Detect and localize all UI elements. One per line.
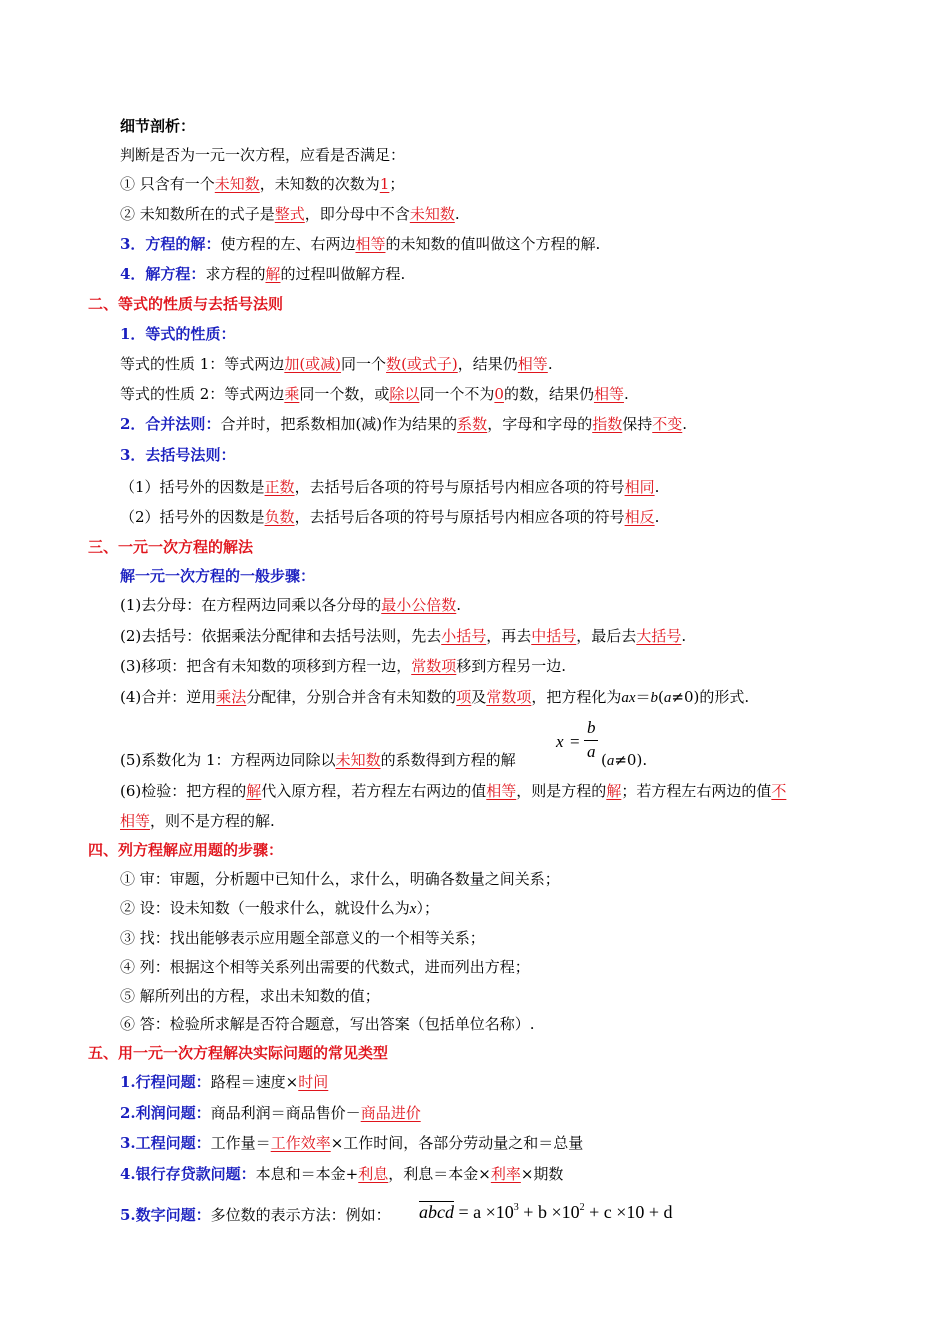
equality-property-2: 等式的性质 2：等式两边乘同一个数，或除以同一个不为0的数，结果仍相等. (120, 385, 629, 403)
condition-2: ② 未知数所在的式子是整式，即分母中不含未知数. (120, 205, 460, 223)
step-5: (5)系数化为 1：方程两边同除以未知数的系数得到方程的解 (120, 751, 516, 769)
step-1: (1)去分母：在方程两边同乘以各分母的最小公倍数. (120, 596, 462, 614)
type-profit: 2.利润问题：商品利润＝商品售价－商品进价 (120, 1104, 421, 1122)
frac-denominator: a (587, 742, 596, 761)
s2-heading-3: 3．去括号法则： (120, 446, 236, 464)
def-solve: 4．解方程：求方程的解的过程叫做解方程. (120, 265, 406, 283)
type-bank: 4.银行存贷款问题：本息和＝本金+利息，利息＝本金×利率×期数 (120, 1165, 564, 1183)
app-step-2: ② 设：设未知数（一般求什么，就设什么为x）； (120, 899, 439, 917)
type-number: 5.数字问题：多位数的表示方法：例如： (120, 1206, 391, 1224)
step-6: (6)检验：把方程的解代入原方程，若方程左右两边的值相等，则是方程的解；若方程左右两边的值不 (120, 782, 787, 800)
section-2-title: 二、等式的性质与去括号法则 (88, 295, 284, 313)
type-work: 3.工程问题：工作量＝工作效率×工作时间，各部分劳动量之和＝总量 (120, 1134, 584, 1152)
def-solution: 3．方程的解：使方程的左、右两边相等的未知数的值叫做这个方程的解. (120, 235, 601, 253)
detail-intro: 判断是否为一元一次方程，应看是否满足： (120, 146, 406, 164)
type-travel: 1.行程问题：路程＝速度×时间 (120, 1073, 329, 1091)
bracket-rule-2: （2）括号外的因数是负数，去括号后各项的符号与原括号内相应各项的符号相反. (120, 508, 660, 526)
step-5-condition: (a≠0). (601, 751, 648, 769)
place-value-formula: abcd = $a \times 10^3 + b \times 10^2 + c \times 10 + d$ (419, 1202, 673, 1222)
bracket-rule-1: （1）括号外的因数是正数，去括号后各项的符号与原括号内相应各项的符号相同. (120, 478, 660, 496)
step-6-cont: 相等，则不是方程的解. (120, 812, 275, 830)
section-5-title: 五、用一元一次方程解决实际问题的常见类型 (88, 1044, 389, 1062)
s3-heading: 解一元一次方程的一般步骤： (120, 567, 316, 585)
section-3-title: 三、一元一次方程的解法 (88, 538, 254, 556)
frac-x: x (556, 732, 564, 751)
frac-equals: = (570, 732, 580, 751)
step-4: (4)合并：逆用乘法分配律，分别合并含有未知数的项及常数项，把方程化为ax＝b(a≠0)的形式. (120, 688, 750, 706)
app-step-6: ⑥ 答：检验所求解是否符合题意，写出答案（包括单位名称）. (120, 1015, 535, 1033)
condition-1: ① 只含有一个未知数，未知数的次数为1； (120, 175, 405, 193)
equality-property-1: 等式的性质 1：等式两边加(或减)同一个数(或式子)，结果仍相等. (120, 355, 553, 373)
merge-rule: 2．合并法则：合并时，把系数相加(减)作为结果的系数，字母和字母的指数保持不变. (120, 415, 688, 433)
app-step-5: ⑤ 解所列出的方程，求出未知数的值； (120, 987, 380, 1005)
formula-abcd: abcd (419, 1202, 454, 1222)
frac-numerator: b (587, 718, 596, 737)
section-4-title: 四、列方程解应用题的步骤： (88, 841, 284, 859)
s2-heading-1: 1．等式的性质： (120, 325, 236, 343)
app-step-3: ③ 找：找出能够表示应用题全部意义的一个相等关系； (120, 929, 485, 947)
frac-bar (584, 740, 598, 741)
app-step-4: ④ 列：根据这个相等关系列出需要的代数式，进而列出方程； (120, 958, 530, 976)
step-3: (3)移项：把含有未知数的项移到方程一边，常数项移到方程另一边. (120, 657, 567, 675)
step-2: (2)去括号：依据乘法分配律和去括号法则，先去小括号，再去中括号，最后去大括号. (120, 627, 687, 645)
app-step-1: ① 审：审题，分析题中已知什么，求什么，明确各数量之间关系； (120, 870, 560, 888)
detail-title: 细节剖析： (120, 117, 196, 135)
